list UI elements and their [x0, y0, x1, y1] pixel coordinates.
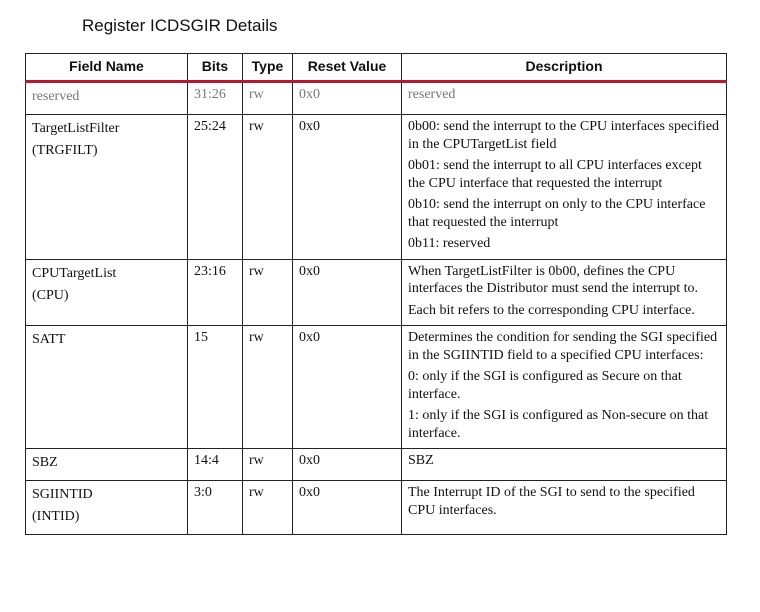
type-cell: rw: [243, 481, 293, 535]
type-cell: rw: [243, 326, 293, 449]
type-cell: rw: [243, 115, 293, 260]
reset-value-cell: 0x0: [293, 82, 402, 115]
table-row: [26, 326, 727, 449]
table-row: [26, 82, 727, 115]
description-cell: Determines the condition for sending the SGI specified in the SGIINTID field to a specified CPU interfaces: 0: only if the SGI is configured as Secure on that interface. 1: only if the SGI is configured as Non-secure on that interface.: [402, 326, 727, 449]
reset-value-cell: 0x0: [293, 481, 402, 535]
field-name-cell: CPUTargetList (CPU): [26, 259, 188, 326]
bits-cell: 25:24: [188, 115, 243, 260]
field-name-cell: SATT: [26, 326, 188, 449]
field-name-cell: SGIINTID (INTID): [26, 481, 188, 535]
bits-cell: 14:4: [188, 449, 243, 481]
description-cell: 0b00: send the interrupt to the CPU interfaces specified in the CPUTargetList field 0b01: send the interrupt to all CPU interfaces except the CPU interface that requested the interrupt 0b10: send the interrupt on only to the CPU interface that requested the interrupt 0b11: reserved: [402, 115, 727, 260]
description-cell: SBZ: [402, 449, 727, 481]
header-description: Description: [402, 54, 727, 82]
header-bits: Bits: [188, 54, 243, 82]
description-cell: The Interrupt ID of the SGI to send to the specified CPU interfaces.: [402, 481, 727, 535]
reset-value-cell: 0x0: [293, 259, 402, 326]
reset-value-cell: 0x0: [293, 326, 402, 449]
type-cell: rw: [243, 259, 293, 326]
table-row: [26, 481, 727, 535]
reset-value-cell: 0x0: [293, 449, 402, 481]
field-name-cell: TargetListFilter (TRGFILT): [26, 115, 188, 260]
type-cell: rw: [243, 82, 293, 115]
bits-cell: 31:26: [188, 82, 243, 115]
reset-value-cell: 0x0: [293, 115, 402, 260]
table-row: [26, 115, 727, 260]
table-row: [26, 259, 727, 326]
field-name-cell: reserved: [26, 82, 188, 115]
description-cell: reserved: [402, 82, 727, 115]
description-cell: When TargetListFilter is 0b00, defines the CPU interfaces the Distributor must send the interrupt to. Each bit refers to the corresponding CPU interface.: [402, 259, 727, 326]
header-type: Type: [243, 54, 293, 82]
type-cell: rw: [243, 449, 293, 481]
header-field-name: Field Name: [26, 54, 188, 82]
register-details-table: [25, 53, 727, 535]
page-title: Register ICDSGIR Details: [82, 16, 278, 35]
bits-cell: 23:16: [188, 259, 243, 326]
header-reset-value: Reset Value: [293, 54, 402, 82]
bits-cell: 15: [188, 326, 243, 449]
bits-cell: 3:0: [188, 481, 243, 535]
table-header-row: [26, 54, 727, 82]
field-name-cell: SBZ: [26, 449, 188, 481]
table-row: [26, 449, 727, 481]
